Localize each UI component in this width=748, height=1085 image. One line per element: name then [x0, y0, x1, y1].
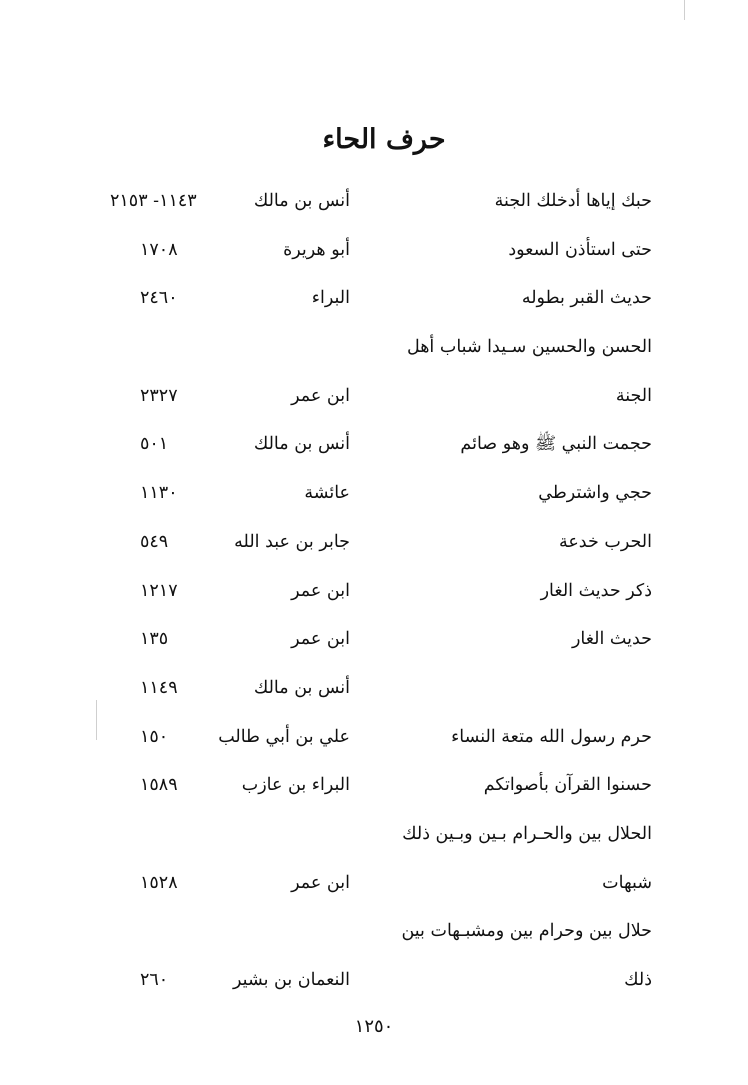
- entry-text: حجي واشترطي: [538, 483, 652, 504]
- entry-text: حديث القبر بطوله: [521, 288, 652, 309]
- entry-text: حجمت النبي ﷺ وهو صائم: [460, 434, 652, 455]
- entry-number: ١٣٥: [140, 629, 169, 650]
- entry-number: ١٥٠: [140, 726, 169, 747]
- entry-number: ١١٤٩: [140, 677, 178, 698]
- index-entry: [0, 916, 748, 965]
- index-entry: [0, 576, 748, 625]
- entry-text: الحلال بين والحـرام بـين وبـين ذلك: [402, 823, 652, 844]
- entry-text: حرم رسول الله متعة النساء: [451, 726, 652, 747]
- entry-number: ١١٣٠: [140, 483, 178, 504]
- entry-text: الحسن والحسين سـيدا شباب أهل: [406, 337, 652, 358]
- entry-narrator: ابن عمر: [291, 872, 350, 893]
- index-entry: [0, 186, 748, 235]
- index-entry: [0, 770, 748, 819]
- entry-narrator: ابن عمر: [291, 629, 350, 650]
- index-entry: [0, 624, 748, 673]
- entry-number: ١٥٢٨: [140, 872, 178, 893]
- index-entry: [0, 527, 748, 576]
- entry-number: ٢٦٠: [140, 970, 169, 990]
- scan-speck: [684, 0, 685, 20]
- entry-narrator: أنس بن مالك: [253, 677, 350, 698]
- entry-number: ٢٤٦٠: [140, 288, 178, 309]
- entry-narrator: علي بن أبي طالب: [218, 726, 350, 747]
- entry-narrator: البراء بن عازب: [241, 775, 350, 796]
- entry-text: الجنة: [615, 385, 652, 406]
- index-entry: [0, 965, 748, 1014]
- entry-text: حسنوا القرآن بأصواتكم: [483, 775, 652, 796]
- entry-narrator: عائشة: [304, 483, 350, 504]
- index-entry: [0, 819, 748, 868]
- entry-narrator: أنس بن مالك: [253, 191, 350, 211]
- entry-number: ٥٠١: [140, 434, 169, 455]
- entry-narrator: النعمان بن بشير: [233, 970, 350, 990]
- index-entry: [0, 283, 748, 332]
- page-number: ١٢٥٠: [354, 1016, 394, 1037]
- entry-text: حتى استأذن السعود: [508, 239, 652, 260]
- index-entry: [0, 722, 748, 771]
- entry-narrator: أنس بن مالك: [253, 434, 350, 455]
- entry-narrator: ابن عمر: [291, 385, 350, 406]
- entry-number: ٢٣٢٧: [140, 385, 178, 406]
- entry-number: ١٧٠٨: [140, 239, 178, 260]
- section-heading-text: حرف الحاء: [322, 124, 446, 155]
- index-entry: [0, 868, 748, 917]
- entry-text: شبهات: [602, 872, 652, 893]
- entry-narrator: أبو هريرة: [283, 239, 350, 260]
- index-entry: [0, 673, 748, 722]
- entry-text: الحرب خدعة: [558, 531, 652, 552]
- entry-number: ١٥٨٩: [140, 775, 178, 796]
- index-entry: [0, 381, 748, 430]
- entry-number: ١١٤٣- ٢١٥٣: [110, 191, 197, 211]
- entry-text: ذكر حديث الغار: [540, 580, 652, 601]
- entry-number: ٥٤٩: [140, 531, 169, 552]
- entry-narrator: ابن عمر: [291, 580, 350, 601]
- section-heading: [0, 124, 748, 155]
- index-entries: [0, 186, 748, 1014]
- entry-number: ١٢١٧: [140, 580, 178, 601]
- index-entry: [0, 235, 748, 284]
- entry-narrator: جابر بن عبد الله: [234, 531, 350, 552]
- index-entry: [0, 332, 748, 381]
- entry-text: حبك إياها أدخلك الجنة: [494, 191, 652, 211]
- entry-text: حلال بين وحرام بين ومشبـهات بين: [401, 921, 652, 942]
- index-entry: [0, 478, 748, 527]
- entry-text: حديث الغار: [571, 629, 652, 650]
- entry-narrator: البراء: [311, 288, 350, 309]
- entry-text: ذلك: [624, 970, 652, 990]
- index-entry: [0, 429, 748, 478]
